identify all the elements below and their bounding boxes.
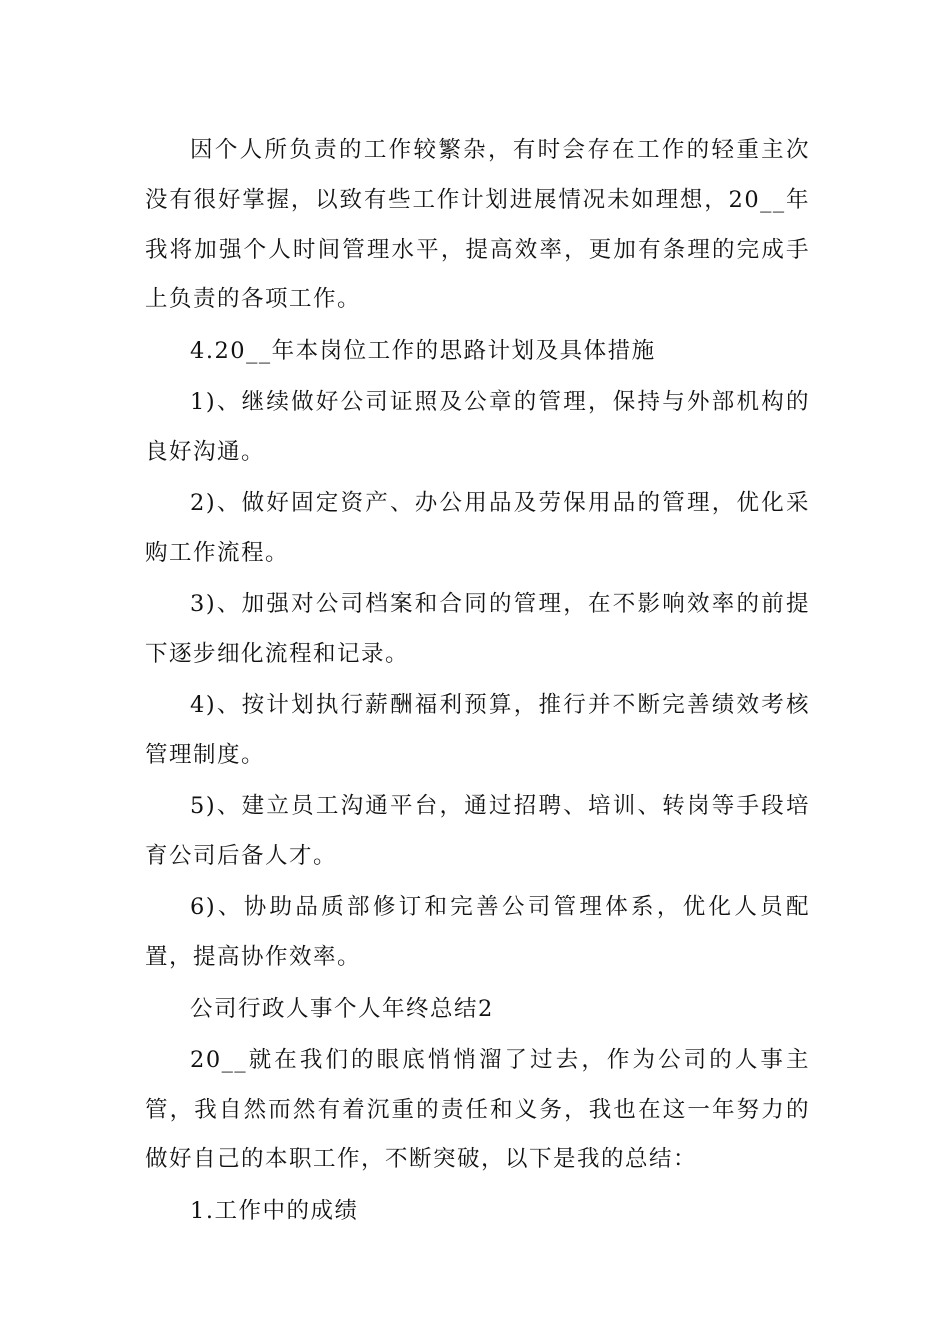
section-title-summary-2: 公司行政人事个人年终总结2	[190, 995, 494, 1022]
section-heading-plan: 4.20__年本岗位工作的思路计划及具体措施	[190, 337, 656, 364]
paragraph-time-management: 因个人所负责的工作较繁杂，有时会存在工作的轻重主次没有很好掌握，以致有些工作计划进展情况未如理想，20__年我将加强个人时间管理水平，提高效率，更加有条理的完成手上负责的各项工作。	[145, 137, 810, 313]
list-item-3: 3)、加强对公司档案和合同的管理，在不影响效率的前提下逐步细化流程和记录。	[145, 591, 810, 667]
list-item-4: 4)、按计划执行薪酬福利预算，推行并不断完善绩效考核管理制度。	[145, 692, 810, 769]
section-heading-achievements: 1.工作中的成绩	[190, 1197, 359, 1224]
list-item-6: 6)、协助品质部修订和完善公司管理体系，优化人员配置，提高协作效率。	[145, 894, 810, 971]
list-item-2: 2)、做好固定资产、办公用品及劳保用品的管理，优化采购工作流程。	[145, 490, 810, 566]
document-body	[145, 126, 810, 1238]
list-item-5: 5)、建立员工沟通平台，通过招聘、培训、转岗等手段培育公司后备人才。	[145, 793, 810, 870]
paragraph-intro: 20__就在我们的眼底悄悄溜了过去，作为公司的人事主管，我自然而然有着沉重的责任和义务，我也在这一年努力的做好自己的本职工作，不断突破，以下是我的总结：	[145, 1046, 810, 1173]
list-item-1: 1)、继续做好公司证照及公章的管理，保持与外部机构的良好沟通。	[145, 388, 810, 465]
